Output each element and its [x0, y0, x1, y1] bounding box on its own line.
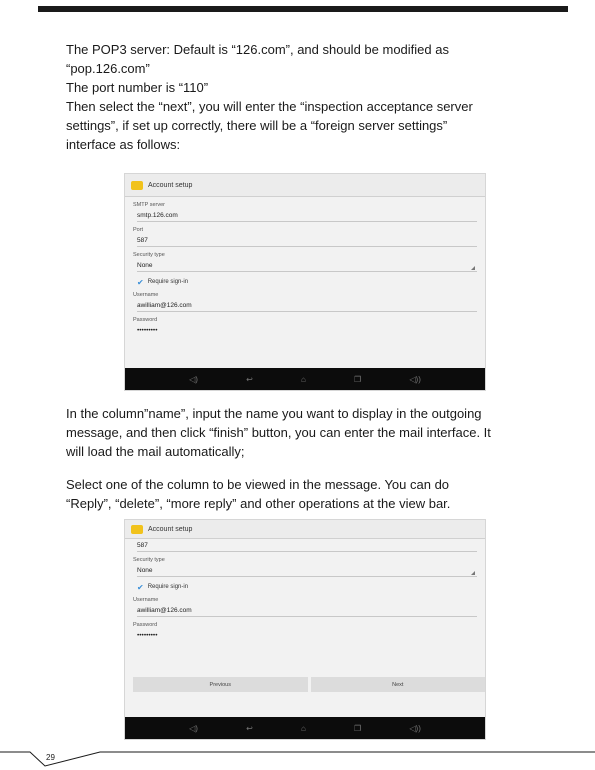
dropdown-corner-icon — [471, 266, 475, 270]
home-icon[interactable]: ⌂ — [301, 723, 306, 733]
page-number: 29 — [46, 753, 55, 762]
text-line: will load the mail automatically; — [66, 444, 245, 459]
security-type-select[interactable] — [137, 565, 477, 577]
wizard-buttons — [133, 677, 485, 692]
recent-apps-icon[interactable]: ❐ — [354, 374, 362, 384]
field-label: SMTP server — [133, 202, 165, 208]
field-label: Password — [133, 317, 158, 323]
field-label: Username — [133, 597, 159, 603]
security-type-select[interactable] — [137, 260, 477, 272]
name-paragraph — [66, 404, 566, 461]
text-line: Select one of the column to be viewed in the message. You can do — [66, 477, 450, 492]
home-icon[interactable]: ⌂ — [301, 374, 306, 384]
account-setup-screenshot-1 — [124, 173, 486, 391]
intro-paragraph — [66, 40, 566, 154]
text-line: “pop.126.com” — [66, 61, 150, 76]
screen-header — [125, 174, 485, 197]
password-field[interactable]: ••••••••• — [137, 632, 158, 639]
checkmark-icon: ✔ — [137, 277, 144, 287]
text-line: The port number is “110” — [66, 80, 209, 95]
email-app-icon — [131, 181, 143, 190]
password-field[interactable]: ••••••••• — [137, 327, 158, 334]
require-signin-checkbox[interactable] — [125, 582, 485, 592]
screen-header — [125, 520, 485, 539]
security-type-value: None — [137, 567, 153, 574]
text-line: settings”, if set up correctly, there will be a “foreign server settings” — [66, 118, 448, 133]
dropdown-corner-icon — [471, 571, 475, 575]
volume-down-icon[interactable]: ◁) — [189, 374, 198, 384]
checkmark-icon: ✔ — [137, 582, 144, 592]
footer-rule — [0, 748, 595, 770]
checkbox-label: Require sign-in — [147, 279, 189, 285]
text-line: The POP3 server: Default is “126.com”, and should be modified as — [66, 42, 449, 57]
text-line: interface as follows: — [66, 137, 181, 152]
next-button[interactable]: Next — [311, 677, 486, 692]
screen-title: Account setup — [148, 525, 193, 533]
header-rule — [38, 6, 568, 12]
text-line: Then select the “next”, you will enter the “inspection acceptance server — [66, 99, 473, 114]
account-setup-screenshot-2 — [124, 519, 486, 740]
back-icon[interactable]: ↩ — [246, 723, 253, 733]
recent-apps-icon[interactable]: ❐ — [354, 723, 362, 733]
android-nav-bar — [125, 368, 485, 390]
text-line: In the column”name”, input the name you want to display in the outgoing — [66, 406, 482, 421]
volume-up-icon[interactable]: ◁)) — [409, 374, 421, 384]
field-label: Password — [133, 622, 158, 628]
volume-up-icon[interactable]: ◁)) — [409, 723, 421, 733]
username-field[interactable]: awilliam@126.com — [137, 300, 477, 312]
volume-down-icon[interactable]: ◁) — [189, 723, 198, 733]
username-field[interactable]: awilliam@126.com — [137, 605, 477, 617]
field-label: Security type — [133, 252, 165, 258]
text-line: message, and then click “finish” button, you can enter the mail interface. It — [66, 425, 491, 440]
field-label: Port — [133, 227, 144, 233]
port-field[interactable]: 587 — [137, 540, 477, 552]
android-nav-bar — [125, 717, 485, 739]
screen-title: Account setup — [148, 181, 193, 189]
back-icon[interactable]: ↩ — [246, 374, 253, 384]
security-type-value: None — [137, 262, 153, 269]
port-field[interactable]: 587 — [137, 235, 477, 247]
field-label: Security type — [133, 557, 165, 563]
view-paragraph — [66, 475, 566, 513]
field-label: Username — [133, 292, 159, 298]
text-line: “Reply”, “delete”, “more reply” and other operations at the view bar. — [66, 496, 451, 511]
previous-button[interactable]: Previous — [133, 677, 308, 692]
smtp-server-field[interactable]: smtp.126.com — [137, 210, 477, 222]
require-signin-checkbox[interactable] — [125, 277, 485, 287]
email-app-icon — [131, 525, 143, 534]
checkbox-label: Require sign-in — [147, 584, 189, 590]
